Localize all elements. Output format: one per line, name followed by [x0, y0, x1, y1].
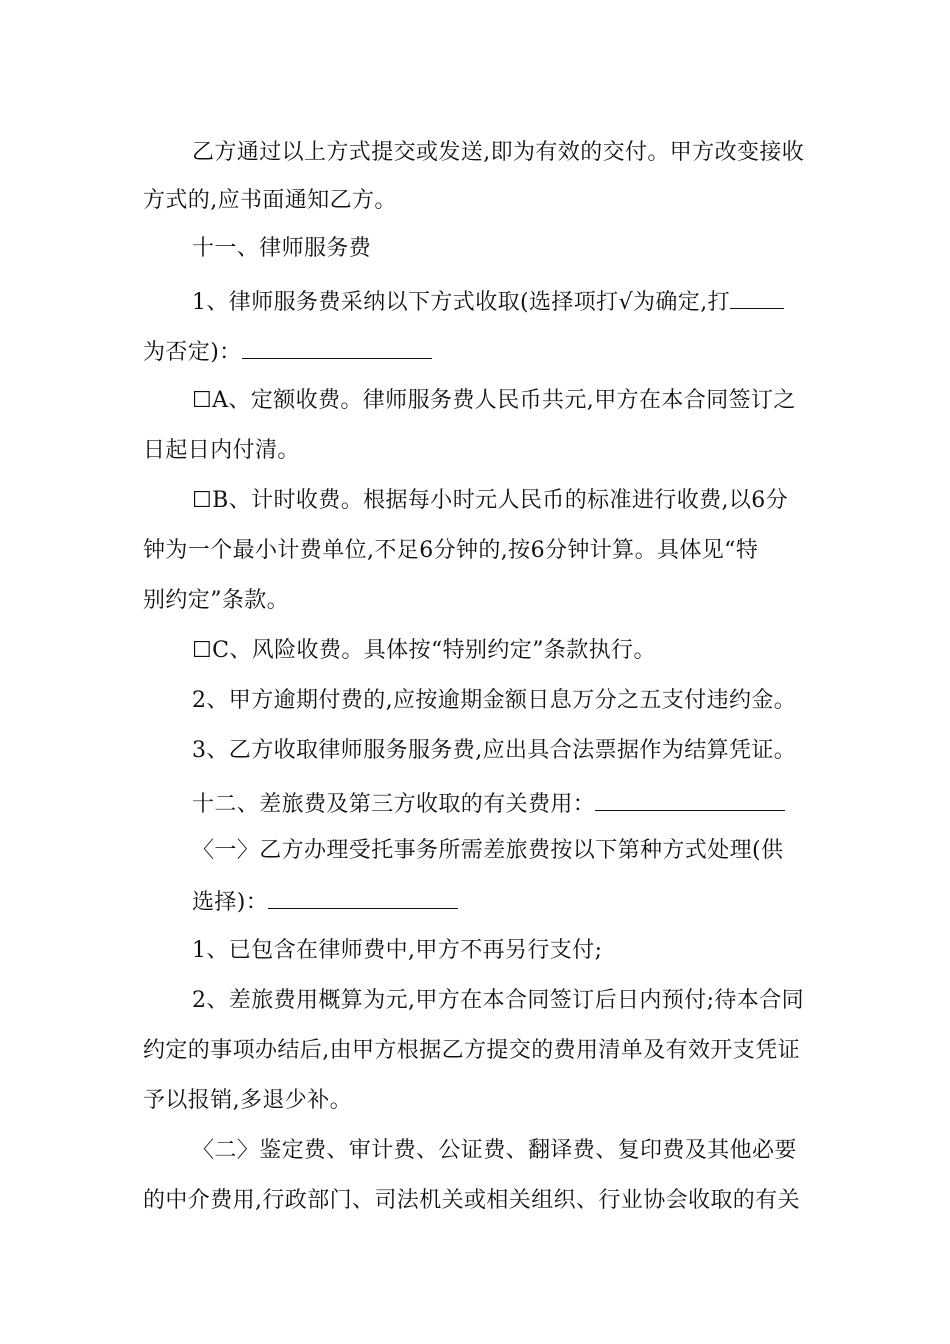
paragraph-line: [0, 936, 950, 966]
paragraph-line: [0, 1036, 950, 1066]
line-text: 别约定”条款。: [143, 588, 290, 613]
paragraph-line: [0, 836, 950, 866]
fill-in-blank: [242, 336, 432, 359]
paragraph-line: [0, 736, 950, 766]
paragraph-line: [0, 686, 950, 716]
paragraph-line: [0, 586, 950, 616]
option-c-line: [0, 636, 950, 666]
paragraph-line: [0, 1186, 950, 1216]
heading-text: 十一、律师服务费: [192, 236, 372, 261]
line-text: 选择)：: [192, 890, 269, 915]
option-a-line: [0, 386, 950, 416]
line-text: 予以报销,多退少补。: [143, 1088, 352, 1113]
paragraph-line: [0, 286, 950, 318]
fill-in-blank: [730, 286, 784, 309]
paragraph-line: [0, 986, 950, 1016]
line-text: 的中介费用,行政部门、司法机关或相关组织、行业协会收取的有关: [143, 1188, 800, 1213]
line-text: 1、律师服务费采纳以下方式收取(选择项打√为确定,打: [192, 290, 730, 315]
section-heading: [0, 788, 950, 820]
line-text: 约定的事项办结后,由甲方根据乙方提交的费用清单及有效开支凭证: [143, 1038, 800, 1063]
line-text: 钟为一个最小计费单位,不足6分钟的,按6分钟计算。具体见“特: [143, 538, 759, 563]
line-text: 〈二〉鉴定费、审计费、公证费、翻译费、复印费及其他必要: [192, 1138, 797, 1163]
line-text: ☐C、风险收费。具体按“特别约定”条款执行。: [192, 638, 656, 663]
line-text: 2、甲方逾期付费的,应按逾期金额日息万分之五支付违约金。: [192, 688, 797, 713]
line-text: 乙方通过以上方式提交或发送,即为有效的交付。甲方改变接收: [192, 140, 805, 165]
paragraph-line: [0, 1086, 950, 1116]
paragraph-line: [0, 1136, 950, 1166]
line-text: 为否定)：: [143, 340, 242, 365]
line-text: 2、差旅费用概算为元,甲方在本合同签订后日内预付;待本合同: [192, 988, 805, 1013]
line-text: 〈一〉乙方办理受托事务所需差旅费按以下第种方式处理(供: [192, 838, 784, 863]
fill-in-blank: [268, 886, 458, 909]
paragraph-line: [0, 186, 950, 216]
heading-text: 十二、差旅费及第三方收取的有关费用：: [192, 792, 596, 817]
fill-in-blank: [595, 788, 785, 811]
line-text: 方式的,应书面通知乙方。: [143, 188, 397, 213]
paragraph-line: [0, 536, 950, 566]
line-text: 1、已包含在律师费中,甲方不再另行支付;: [192, 938, 603, 963]
line-text: 3、乙方收取律师服务服务费,应出具合法票据作为结算凭证。: [192, 738, 797, 763]
paragraph-line: [0, 436, 950, 466]
section-heading: [0, 234, 950, 264]
line-text: ☐A、定额收费。律师服务费人民币共元,甲方在本合同签订之: [192, 388, 796, 413]
paragraph-line: [0, 886, 950, 918]
paragraph-line: [0, 138, 950, 168]
paragraph-line: [0, 336, 950, 368]
line-text: 日起日内付清。: [143, 438, 300, 463]
line-text: ☐B、计时收费。根据每小时元人民币的标准进行收费,以6分: [192, 488, 789, 513]
option-b-line: [0, 486, 950, 516]
